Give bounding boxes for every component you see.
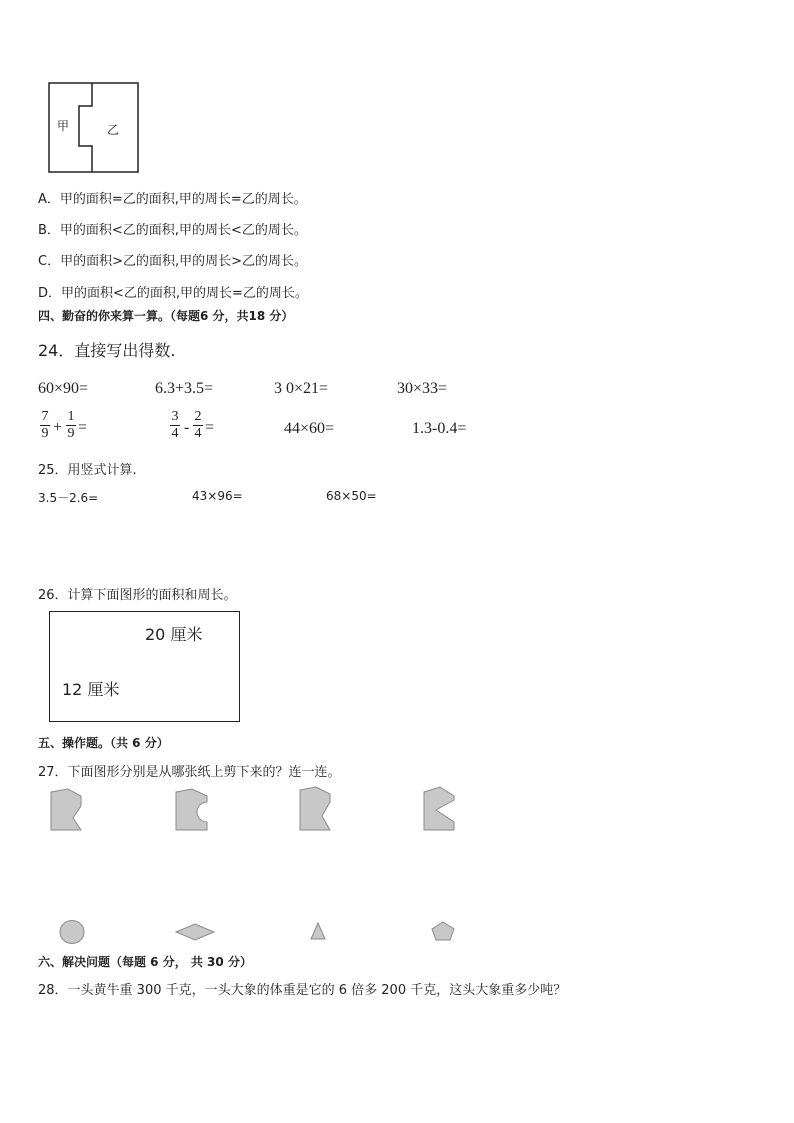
q26-title: 26．计算下面图形的面积和周长。: [38, 588, 237, 603]
option-b: B．甲的面积<乙的面积,甲的周长<乙的周长。: [38, 223, 307, 238]
pentagon-shape: [430, 920, 456, 942]
q24-item-7: 44×60=: [284, 420, 335, 437]
cut-shape-1: [48, 788, 84, 833]
option-a: A．甲的面积=乙的面积,甲的周长=乙的周长。: [38, 192, 307, 207]
circle-shape: [58, 919, 86, 945]
section-6-heading: 六、解决问题（每题 6 分， 共 30 分）: [38, 955, 252, 969]
q25-item-2: 43×96=: [192, 489, 243, 503]
q24-item-8: 1.3-0.4=: [412, 420, 467, 437]
cut-shape-4: [422, 786, 458, 832]
section-4-heading: 四、勤奋的你来算一算。（每题6 分，共18 分）: [38, 309, 294, 323]
q24-item-1: 60×90=: [38, 380, 89, 397]
triangle-shape: [309, 921, 327, 941]
width-label: 20 厘米: [145, 625, 203, 644]
q25-item-3: 68×50=: [326, 489, 377, 503]
fraction-2-4: 2 4: [194, 409, 202, 441]
rhombus-shape: [174, 922, 216, 942]
fraction-3-4: 3 4: [171, 409, 179, 441]
q27-title: 27．下面图形分别是从哪张纸上剪下来的？连一连。: [38, 765, 341, 780]
option-c: C．甲的面积>乙的面积,甲的周长>乙的周长。: [38, 254, 307, 269]
plus-sign: +: [53, 419, 63, 436]
fraction-1-9: 1 9: [67, 409, 75, 441]
q25-title: 25．用竖式计算.: [38, 463, 137, 478]
q24-item-3: 3 0×21=: [274, 380, 329, 397]
q24-item-4: 30×33=: [397, 380, 448, 397]
height-label: 12 厘米: [62, 680, 120, 699]
label-jia: 甲: [57, 119, 70, 133]
section-5-heading: 五、操作题。（共 6 分）: [38, 736, 169, 750]
label-yi: 乙: [107, 123, 120, 137]
equals-sign-2: =: [205, 419, 215, 436]
equals-sign-1: =: [78, 419, 88, 436]
q24-title: 24．直接写出得数.: [38, 341, 176, 360]
q24-item-2: 6.3+3.5=: [155, 380, 214, 397]
fraction-7-9: 7 9: [41, 409, 49, 441]
cut-shape-2: [174, 788, 210, 833]
option-d: D．甲的面积<乙的面积,甲的周长=乙的周长。: [38, 286, 308, 301]
minus-sign: -: [184, 419, 190, 436]
cut-shape-3: [298, 786, 334, 832]
q28-title: 28．一头黄牛重 300 千克，一头大象的体重是它的 6 倍多 200 千克，这头大象重多少吨？: [38, 983, 567, 998]
q25-item-1: 3.5－2.6=: [38, 491, 99, 505]
